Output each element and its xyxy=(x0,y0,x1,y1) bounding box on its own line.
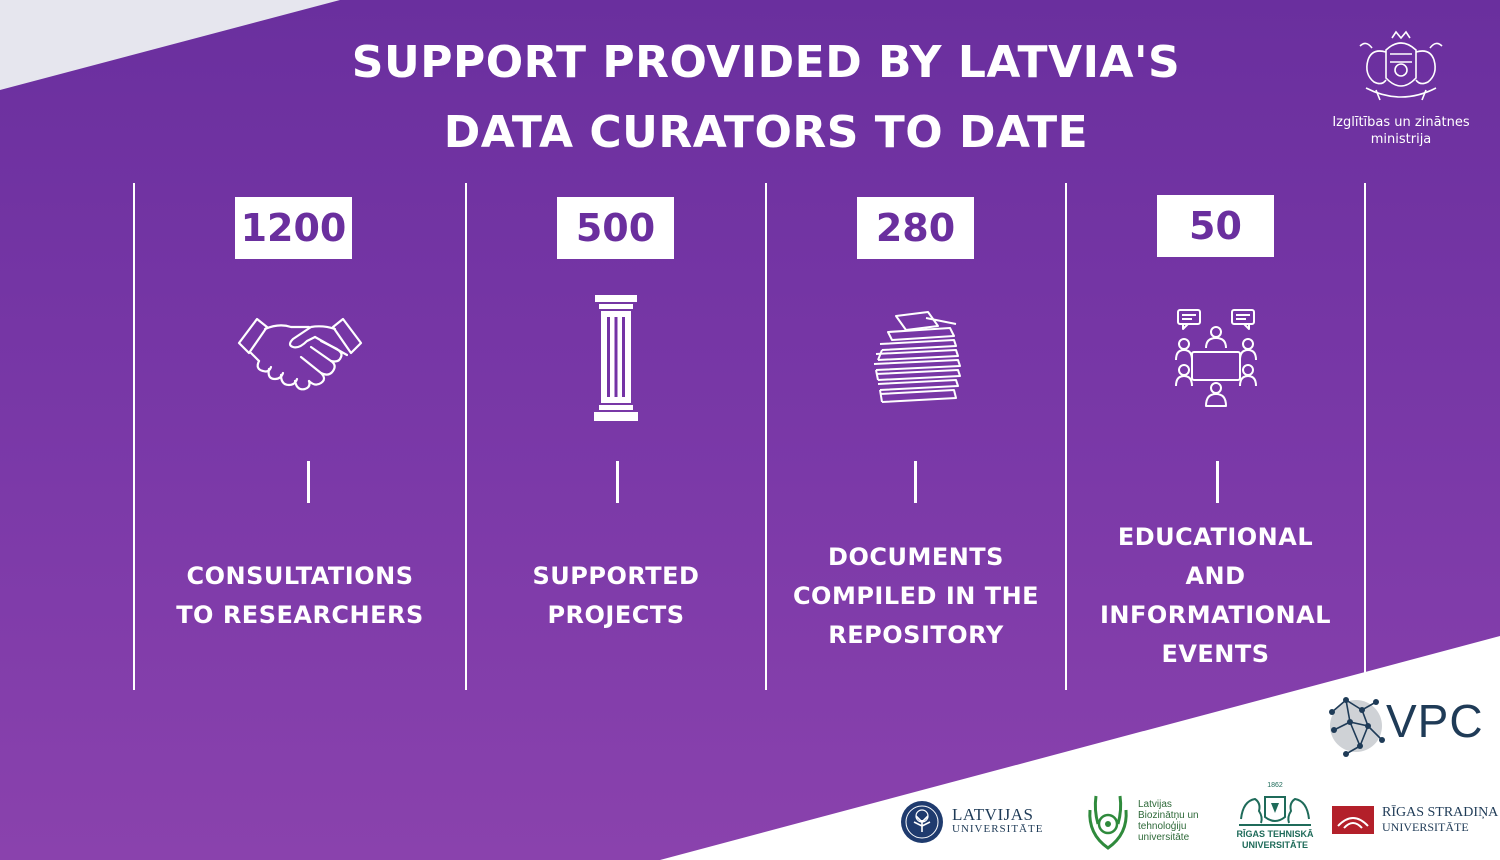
separator-tick xyxy=(914,461,917,503)
stat-number: 1200 xyxy=(235,197,352,259)
partner-name: RĪGAS STRADIŅA xyxy=(1382,805,1499,820)
partner-name: Biozinātņu un xyxy=(1138,810,1199,821)
red-emblem-icon xyxy=(1332,806,1374,834)
ministry-logo xyxy=(1320,30,1482,148)
stat-label xyxy=(467,557,765,635)
tree-seal-icon xyxy=(900,800,944,844)
stat-label-line: PROJECTS xyxy=(547,601,685,629)
stat-label-line: CONSULTATIONS xyxy=(186,562,414,590)
partner-logo-rsu xyxy=(1332,806,1498,834)
partner-logo-lu xyxy=(900,800,1043,844)
document-stack-icon xyxy=(866,310,966,406)
stat-icon-wrapper xyxy=(467,293,765,423)
separator-tick xyxy=(1216,461,1219,503)
partner-name: tehnoloģiju xyxy=(1138,821,1187,832)
stat-label-line: EDUCATIONAL xyxy=(1117,523,1314,551)
stat-label-line: SUPPORTED xyxy=(532,562,700,590)
stat-label-line: TO RESEARCHERS xyxy=(176,601,424,629)
stat-column-documents xyxy=(767,183,1065,690)
vpc-text: VPC xyxy=(1386,695,1484,747)
coat-of-arms-icon xyxy=(1346,30,1456,108)
ministry-name-line-2: ministrija xyxy=(1370,132,1432,147)
stat-label-line: INFORMATIONAL xyxy=(1099,601,1332,629)
stat-number: 500 xyxy=(557,197,674,259)
stat-number: 280 xyxy=(857,197,974,259)
partner-name: UNIVERSITĀTE xyxy=(952,823,1044,835)
column-divider xyxy=(1364,183,1366,690)
stat-label xyxy=(767,538,1065,655)
stat-column-consultations xyxy=(135,183,465,690)
stat-label-line: DOCUMENTS xyxy=(828,543,1004,571)
stat-label-line: AND xyxy=(1185,562,1246,590)
stat-label-line: REPOSITORY xyxy=(828,621,1004,649)
ministry-name-line-1: Izglītības un zinātnes xyxy=(1332,115,1470,130)
title-line-2: DATA CURATORS TO DATE xyxy=(443,107,1089,158)
stat-column-events xyxy=(1067,183,1364,690)
stat-label xyxy=(1067,518,1364,674)
separator-tick xyxy=(616,461,619,503)
partner-year: 1862 xyxy=(1267,782,1283,789)
stat-number: 50 xyxy=(1157,195,1274,257)
partner-name: RĪGAS TEHNISKĀ xyxy=(1236,829,1314,839)
partner-logo-lbtu xyxy=(1084,790,1199,852)
partner-name: UNIVERSITĀTE xyxy=(1382,820,1469,834)
stat-icon-wrapper xyxy=(1067,293,1364,423)
lions-crest-icon xyxy=(1235,789,1315,829)
stat-icon-wrapper xyxy=(135,293,465,423)
partner-name: LATVIJAS xyxy=(952,805,1034,824)
stat-label-line: COMPILED IN THE xyxy=(792,582,1040,610)
stat-label-line: EVENTS xyxy=(1161,640,1270,668)
stat-icon-wrapper xyxy=(767,293,1065,423)
pillar-icon xyxy=(591,295,641,421)
stat-label xyxy=(135,557,465,635)
wheat-emblem-icon xyxy=(1084,790,1132,852)
partner-name: UNIVERSITĀTE xyxy=(1241,840,1308,850)
partner-name: Latvijas xyxy=(1138,799,1172,810)
page-title xyxy=(266,28,1266,168)
meeting-icon xyxy=(1174,308,1258,408)
partner-logo-rtu xyxy=(1230,782,1320,851)
handshake-icon xyxy=(235,313,365,403)
partner-name: universitāte xyxy=(1138,832,1190,843)
separator-tick xyxy=(307,461,310,503)
network-globe-icon xyxy=(1324,688,1394,762)
title-line-1: SUPPORT PROVIDED BY LATVIA'S xyxy=(351,37,1181,88)
vpc-logo xyxy=(1324,688,1494,762)
stat-column-projects xyxy=(467,183,765,690)
